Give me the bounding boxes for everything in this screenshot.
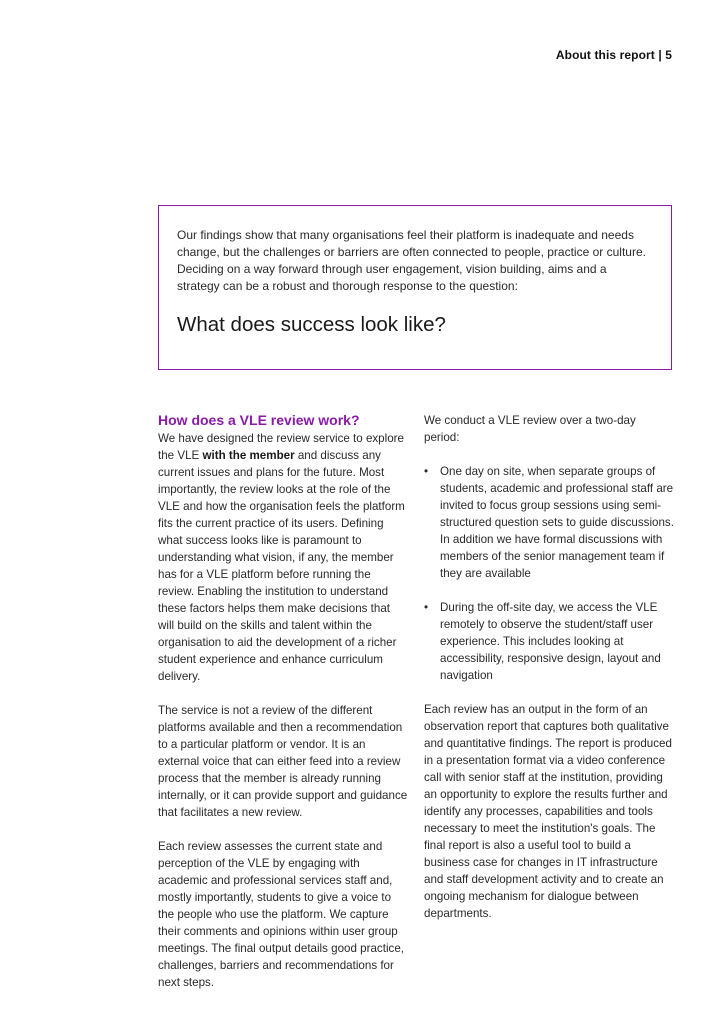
callout-text: Our findings show that many organisations feel their platform is inadequate and needs change, but the challenges or barriers are often connected to people, practice or culture. Deciding on a way forward through user engagement, vision building, aims and a strategy can be a robust and thorough response to the question: — [177, 228, 646, 293]
list-item-text: During the off-site day, we access the VLE remotely to observe the student/staff user experience. This includes looking at accessibility, responsive design, layout and navigation — [440, 601, 661, 682]
intro-paragraph — [158, 430, 408, 685]
section-heading: How does a VLE review work? — [158, 412, 360, 428]
intro-text-start: We have designed the review service to explore the VLE — [158, 432, 404, 462]
running-header: About this report | 5 — [555, 48, 672, 62]
service-paragraph: The service is not a review of the different platforms available and then a recommendation to a particular platform or vendor. It is an external voice that can either feed into a review process that the member is already running internally, or it can provide support and guidance that facilitates a new review. — [158, 704, 408, 819]
intro-bold-phrase: with the member — [202, 449, 295, 462]
output-paragraph: Each review has an output in the form of an observation report that captures both qualitative and quantitative findings. The report is produced in a presentation format via a video conference call with senior staff at the institution, providing an opportunity to explore the results further and identify any processes, capabilities and tools necessary to meet the institution's goals. The final report is also a useful tool to build a business case for changes in IT infrastructure and staff development activity and to create an ongoing mechanism for dialogue between departments. — [424, 703, 672, 920]
list-item — [424, 463, 674, 582]
intro-text-end: and discuss any current issues and plans for the future. Most importantly, the review looks at the role of the VLE and how the organisation feels the platform fits the current practice of its users. Defining what success looks like is paramount to understanding what vision, if any, the member has for a VLE platform before running the review. Enabling the institution to understand these factors helps them make decisions that will build on the skills and talent within the organisation to aid the development of a richer student experience and enhance curriculum delivery. — [158, 449, 405, 683]
callout-question: What does success look like? — [177, 313, 446, 336]
callout-box — [158, 205, 672, 370]
list-item-text: One day on site, when separate groups of students, academic and professional staff are invited to focus group sessions using semi-structured question sets to guide discussions. In addition we have formal discussions with members of the senior management team if they are available — [440, 465, 674, 580]
left-column — [158, 412, 408, 1008]
bullet-icon: • — [424, 601, 429, 614]
bullet-icon: • — [424, 465, 429, 478]
list-item — [424, 599, 674, 684]
review-steps-list — [424, 463, 674, 684]
right-column — [424, 412, 674, 939]
review-intro: We conduct a VLE review over a two-day period: — [424, 414, 636, 444]
assessment-paragraph: Each review assesses the current state and perception of the VLE by engaging with academic and professional services staff and, mostly importantly, students to give a voice to the people who use the platform. We capture their comments and opinions within user group meetings. The final output details good practice, challenges, barriers and recommendations for next steps. — [158, 840, 404, 989]
